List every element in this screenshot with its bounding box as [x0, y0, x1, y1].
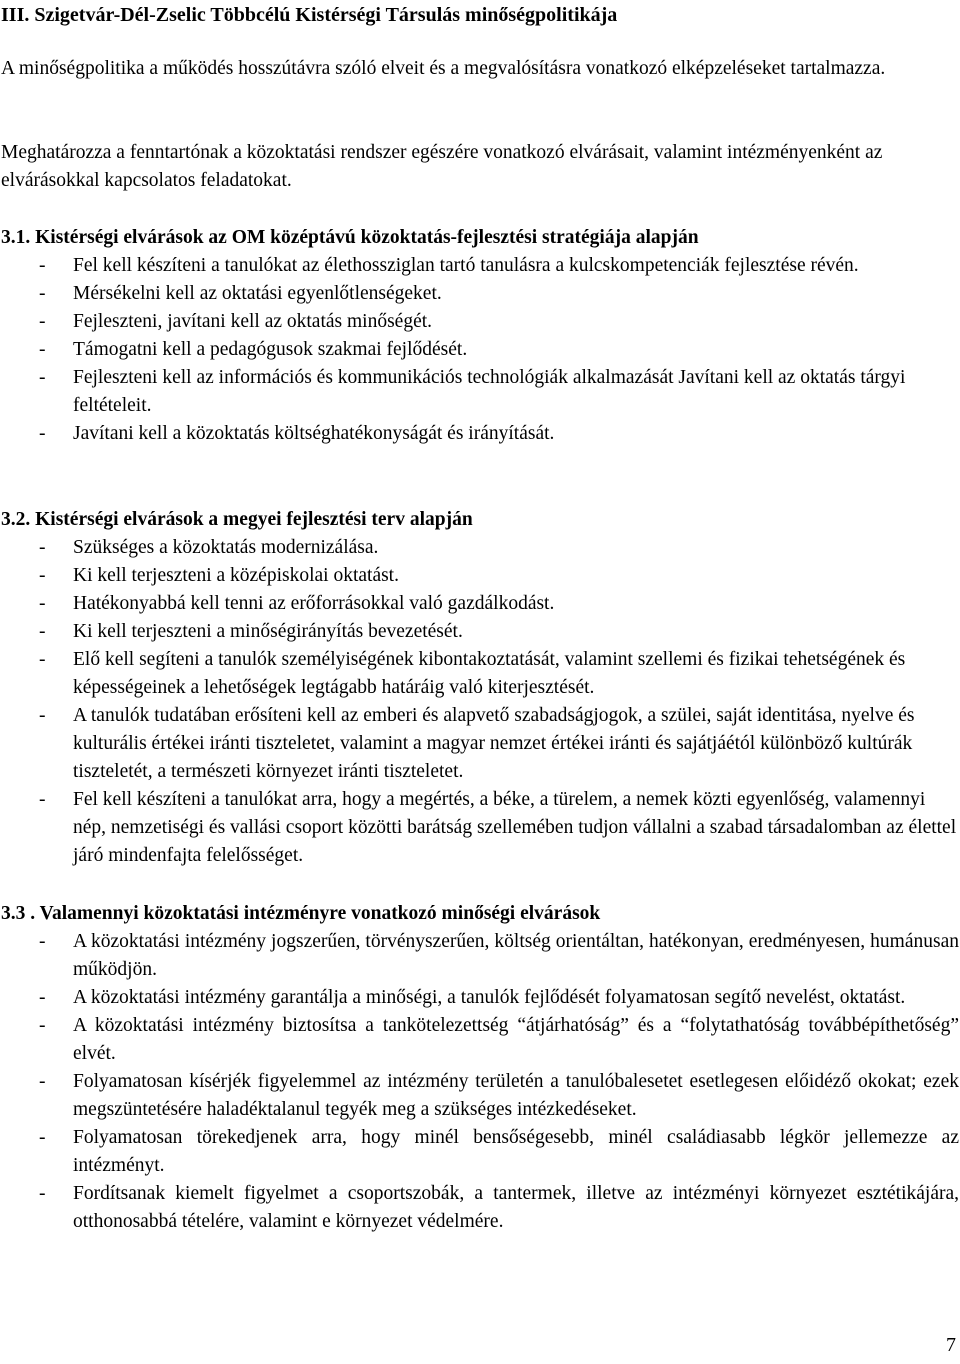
list-item: - Hatékonyabbá kell tenni az erőforrásokkal való gazdálkodást. [39, 593, 555, 614]
section-3-2-heading: 3.2. Kistérségi elvárások a megyei fejlesztési terv alapján [1, 509, 473, 530]
list-item: - Szükséges a közoktatás modernizálása. [39, 537, 379, 558]
section-3-1-heading: 3.1. Kistérségi elvárások az OM középtávú közoktatás-fejlesztési stratégiája alapján [1, 227, 699, 248]
intro-paragraph-1: A minőségpolitika a működés hosszútávra szóló elveit és a megvalósításra vonatkozó elképzeléseket tartalmazza. [1, 58, 886, 79]
list-item: - Fel kell készíteni a tanulókat az élethossziglan tartó tanulásra a kulcskompetenciák fejlesztése révén. [39, 255, 859, 276]
list-item: - A tanulók tudatában erősíteni kell az emberi és alapvető szabadságjogok, a szülei, saját identitása, nyelve és kulturális értékei iránti tiszteletet, valamint a magyar nemzet értékei iránti és sajátjáétól különböző kultúrák tiszteletét, a természeti környezet iránti tiszteletet. [39, 705, 915, 782]
list-item: - A közoktatási intézmény garantálja a minőségi, a tanulók fejlődését folyamatosan segítő nevelést, oktatást. [39, 987, 906, 1008]
list-item: - Fel kell készíteni a tanulókat arra, hogy a megértés, a béke, a türelem, a nemek közti egyenlőség, valamennyi nép, nemzetiségi és vallási csoport közötti barátság szellemében tudjon vállalni a szabad társadalomban az élettel járó mindenfajta felelősséget. [39, 789, 957, 866]
list-item: - Fejleszteni kell az információs és kommunikációs technológiák alkalmazását Javítani kell az oktatás tárgyi feltételeit. [39, 367, 906, 416]
list-item: - Folyamatosan törekedjenek arra, hogy minél bensőségesebb, minél családiasabb légkör jellemezze az intézményt. [39, 1127, 959, 1176]
list-item: - A közoktatási intézmény jogszerűen, törvényszerűen, költség orientáltan, hatékonyan, eredményesen, humánusan működjön. [39, 931, 959, 980]
section-3-3-list [1, 928, 959, 1236]
list-item: - Fordítsanak kiemelt figyelmet a csoportszobák, a tantermek, illetve az intézményi környezet esztétikájára, otthonosabbá tételére, valamint e környezet védelmére. [39, 1183, 959, 1232]
list-item: - Támogatni kell a pedagógusok szakmai fejlődését. [39, 339, 468, 360]
list-item: - A közoktatási intézmény biztosítsa a tankötelezettség “átjárhatóság” és a “folytathatóság továbbépíthetőség” elvét. [39, 1015, 959, 1064]
intro-paragraph-2: Meghatározza a fenntartónak a közoktatási rendszer egészére vonatkozó elvárásait, valamint intézményenként az elvárásokkal kapcsolatos feladatokat. [1, 142, 883, 191]
list-item: - Javítani kell a közoktatás költséghatékonyságát és irányítását. [39, 423, 555, 444]
page-title: III. Szigetvár-Dél-Zselic Többcélú Kistérségi Társulás minőségpolitikája [1, 4, 618, 26]
list-item: - Ki kell terjeszteni a középiskolai oktatást. [39, 565, 399, 586]
list-item: - Elő kell segíteni a tanulók személyiségének kibontakoztatását, valamint szellemi és fizikai tehetségének és képességeinek a lehetőségek legtágabb határáig való kiterjesztését. [39, 649, 906, 698]
section-3-1-list [1, 252, 959, 448]
page-number: 7 [946, 1334, 956, 1356]
list-item: - Fejleszteni, javítani kell az oktatás minőségét. [39, 311, 433, 332]
list-item: - Ki kell terjeszteni a minőségirányítás bevezetését. [39, 621, 463, 642]
list-item: - Mérsékelni kell az oktatási egyenlőtlenségeket. [39, 283, 442, 304]
section-3-3-heading: 3.3 . Valamennyi közoktatási intézményre vonatkozó minőségi elvárások [1, 903, 601, 924]
list-item: - Folyamatosan kísérjék figyelemmel az intézmény területén a tanulóbalesetet esetlegesen előidéző okokat; ezek megszüntetésére haladéktalanul tegyék meg a szükséges intézkedéseket. [39, 1071, 959, 1120]
section-3-2-list [1, 534, 959, 870]
